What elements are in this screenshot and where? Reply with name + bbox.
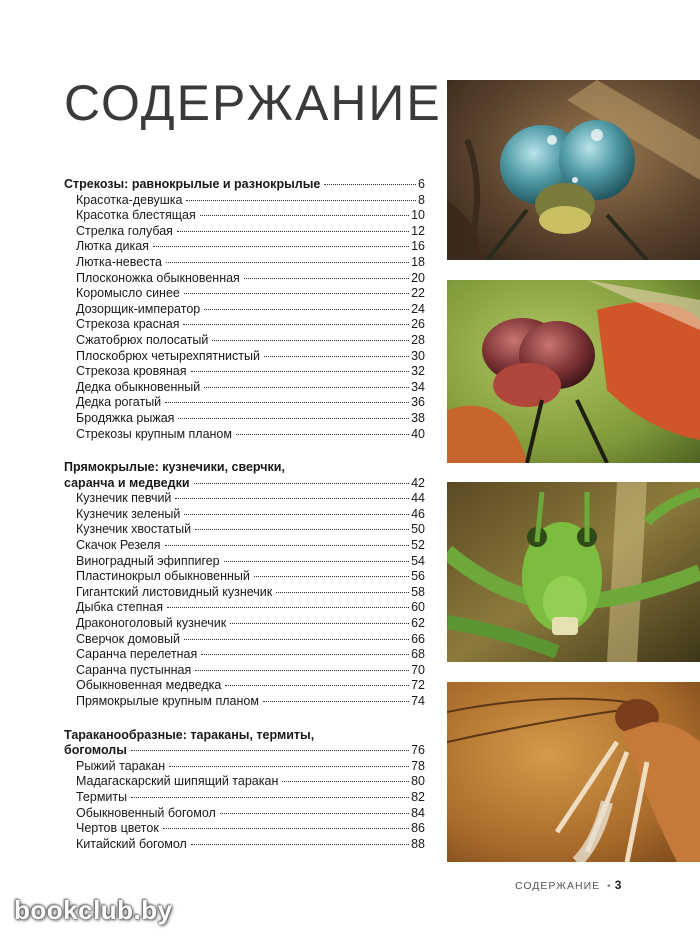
dot-leader bbox=[169, 766, 409, 767]
toc-section-title[interactable] bbox=[64, 177, 425, 193]
toc-entry-row bbox=[76, 647, 425, 663]
dot-leader bbox=[186, 200, 416, 201]
toc-entry[interactable] bbox=[64, 302, 425, 318]
toc-entry[interactable] bbox=[64, 554, 425, 570]
toc-entry-row bbox=[76, 632, 425, 648]
toc-page-number: 30 bbox=[411, 348, 425, 363]
toc-entry-row bbox=[76, 759, 425, 775]
toc-page-number: 78 bbox=[411, 758, 425, 773]
toc-entry[interactable] bbox=[64, 317, 425, 333]
toc-entry-label: Мадагаскарский шипящий таракан bbox=[76, 774, 279, 789]
toc-entry-label: Скачок Резеля bbox=[76, 538, 161, 553]
toc-entry-label: Саранча перелетная bbox=[76, 647, 198, 662]
toc-page-number: 40 bbox=[411, 426, 425, 441]
toc-page-number: 38 bbox=[411, 410, 425, 425]
toc-entry-label: Виноградный эфиппигер bbox=[76, 553, 220, 568]
toc-entry[interactable] bbox=[64, 333, 425, 349]
toc-entry-label: Лютка-невеста bbox=[76, 254, 162, 269]
dot-leader bbox=[225, 685, 409, 686]
toc-entry-label: Бродяжка рыжая bbox=[76, 410, 175, 425]
toc-page-number: 32 bbox=[411, 364, 425, 379]
toc-page-number: 58 bbox=[411, 584, 425, 599]
dot-leader bbox=[184, 639, 409, 640]
toc-entry[interactable] bbox=[64, 774, 425, 790]
toc-entry[interactable] bbox=[64, 411, 425, 427]
dot-leader bbox=[183, 324, 409, 325]
dot-leader bbox=[200, 215, 409, 216]
footer-bullet: • bbox=[607, 880, 612, 892]
toc-entry-row bbox=[76, 395, 425, 411]
toc-entry-row bbox=[76, 239, 425, 255]
toc-entry[interactable] bbox=[64, 239, 425, 255]
toc-page-number: 52 bbox=[411, 538, 425, 553]
dot-leader bbox=[276, 592, 409, 593]
page-title: СОДЕРЖАНИЕ bbox=[64, 75, 442, 131]
toc-entry-label: Стрекоза красная bbox=[76, 317, 180, 332]
toc-entry-row bbox=[76, 380, 425, 396]
toc-entry[interactable] bbox=[64, 585, 425, 601]
toc-page-number: 28 bbox=[411, 332, 425, 347]
toc-entry-row bbox=[76, 364, 425, 380]
dot-leader bbox=[167, 607, 409, 608]
toc-page-number: 50 bbox=[411, 522, 425, 537]
toc-entry-row bbox=[76, 694, 425, 710]
toc-entry-row bbox=[76, 522, 425, 538]
toc-section-title[interactable] bbox=[64, 460, 425, 491]
toc-entry-row bbox=[76, 349, 425, 365]
toc-section bbox=[64, 460, 425, 710]
toc-entry[interactable] bbox=[64, 616, 425, 632]
toc-page-number: 22 bbox=[411, 286, 425, 301]
toc-entry-label: Красотка блестящая bbox=[76, 208, 196, 223]
toc-entry[interactable] bbox=[64, 286, 425, 302]
dot-leader bbox=[195, 529, 409, 530]
dot-leader bbox=[254, 576, 409, 577]
toc-page-number: 56 bbox=[411, 569, 425, 584]
toc-entry-row bbox=[76, 790, 425, 806]
dot-leader bbox=[212, 340, 409, 341]
toc-page-number: 42 bbox=[411, 475, 425, 490]
toc-entry-label: Дедка рогатый bbox=[76, 395, 162, 410]
toc-entry-label: Сжатобрюх полосатый bbox=[76, 332, 209, 347]
toc-entry-label: Коромысло синее bbox=[76, 286, 180, 301]
toc-entry-label: Обыкновенный богомол bbox=[76, 805, 216, 820]
toc-entry[interactable] bbox=[64, 759, 425, 775]
dot-leader bbox=[153, 246, 409, 247]
dot-leader bbox=[131, 797, 409, 798]
toc-entry-label: Дедка обыкновенный bbox=[76, 379, 201, 394]
toc-entry-row bbox=[76, 678, 425, 694]
toc-entry[interactable] bbox=[64, 427, 425, 443]
toc-entry[interactable] bbox=[64, 569, 425, 585]
toc-page-number: 20 bbox=[411, 270, 425, 285]
toc-entry-row bbox=[76, 302, 425, 318]
toc-section bbox=[64, 728, 425, 853]
dot-leader bbox=[236, 434, 409, 435]
toc-entry-row bbox=[76, 538, 425, 554]
toc-entry-row bbox=[76, 208, 425, 224]
toc-entry-row bbox=[76, 317, 425, 333]
toc-entry-row bbox=[76, 663, 425, 679]
toc-entry-row bbox=[76, 806, 425, 822]
toc-entry[interactable] bbox=[64, 395, 425, 411]
watermark: bookclub.by bbox=[14, 895, 173, 925]
toc-page-number: 12 bbox=[411, 223, 425, 238]
toc-entry-row bbox=[76, 224, 425, 240]
toc-page-number: 60 bbox=[411, 600, 425, 615]
toc-page-number: 72 bbox=[411, 678, 425, 693]
toc-entry-label: Кузнечик певчий bbox=[76, 491, 172, 506]
dot-leader bbox=[324, 184, 416, 185]
toc-entry-row bbox=[76, 271, 425, 287]
toc-entry-row bbox=[76, 286, 425, 302]
toc-entry-row bbox=[76, 774, 425, 790]
toc-entry-label: Дыбка степная bbox=[76, 600, 163, 615]
toc-entry-row bbox=[76, 600, 425, 616]
toc-entry[interactable] bbox=[64, 538, 425, 554]
toc-page-number: 6 bbox=[418, 177, 425, 191]
toc-entry-row bbox=[76, 821, 425, 837]
dot-leader bbox=[201, 654, 409, 655]
toc-entry[interactable] bbox=[64, 806, 425, 822]
dot-leader bbox=[244, 278, 409, 279]
toc-entry-label: Драконоголовый кузнечик bbox=[76, 616, 227, 631]
toc-page-number: 46 bbox=[411, 506, 425, 521]
dot-leader bbox=[163, 828, 409, 829]
toc-entry[interactable] bbox=[64, 255, 425, 271]
toc-entry[interactable] bbox=[64, 380, 425, 396]
footer-label: СОДЕРЖАНИЕ bbox=[515, 880, 601, 892]
dot-leader bbox=[195, 670, 409, 671]
toc-entry-row bbox=[76, 569, 425, 585]
toc-entry-label: Термиты bbox=[76, 789, 128, 804]
toc-page-number: 70 bbox=[411, 662, 425, 677]
toc-entry-row bbox=[76, 616, 425, 632]
toc-section-title-line: саранча и медведки bbox=[64, 475, 190, 490]
toc-page-number: 88 bbox=[411, 836, 425, 851]
green-grasshopper-photo bbox=[447, 482, 700, 662]
toc-section-title-row bbox=[64, 476, 425, 492]
toc-entry-label: Кузнечик зеленый bbox=[76, 506, 181, 521]
dot-leader bbox=[194, 483, 410, 484]
toc-page-number: 74 bbox=[411, 694, 425, 708]
toc-entry-label: Красотка-девушка bbox=[76, 192, 183, 207]
dot-leader bbox=[184, 514, 409, 515]
toc-entry[interactable] bbox=[64, 632, 425, 648]
toc-entry-row bbox=[76, 554, 425, 570]
toc-entry-label: Плоскобрюх четырехпятнистый bbox=[76, 348, 260, 363]
dot-leader bbox=[184, 293, 409, 294]
page-footer bbox=[515, 878, 621, 892]
toc-page-number: 10 bbox=[411, 208, 425, 223]
toc-entry[interactable] bbox=[64, 663, 425, 679]
page-number: 3 bbox=[614, 878, 622, 892]
toc-section-title-line: богомолы bbox=[64, 743, 127, 758]
toc-entry[interactable] bbox=[64, 491, 425, 507]
red-dragonfly-photo bbox=[447, 280, 700, 463]
toc-entry-row bbox=[76, 333, 425, 349]
toc-entry-label: Прямокрылые крупным планом bbox=[76, 694, 259, 708]
dot-leader bbox=[220, 813, 409, 814]
dot-leader bbox=[177, 231, 409, 232]
toc-section-title-line: Стрекозы: равнокрылые и разнокрылые bbox=[64, 177, 321, 191]
toc-entry[interactable] bbox=[64, 600, 425, 616]
toc-entry[interactable] bbox=[64, 224, 425, 240]
toc-entry[interactable] bbox=[64, 271, 425, 287]
dragonfly-blue-eyes-photo bbox=[447, 80, 700, 260]
toc-page-number: 66 bbox=[411, 631, 425, 646]
toc-page-number: 86 bbox=[411, 821, 425, 836]
dot-leader bbox=[178, 418, 409, 419]
toc-section-title-line: Тараканообразные: тараканы, термиты, bbox=[64, 727, 315, 742]
dot-leader bbox=[165, 402, 409, 403]
toc-section bbox=[64, 177, 425, 442]
toc-entry-label: Плосконожка обыкновенная bbox=[76, 270, 240, 285]
cockroach-antennae-photo bbox=[447, 682, 700, 862]
dot-leader bbox=[191, 844, 409, 845]
toc-entry[interactable] bbox=[64, 349, 425, 365]
toc-entry[interactable] bbox=[64, 193, 425, 209]
toc-entry-row bbox=[76, 411, 425, 427]
toc-page-number: 18 bbox=[411, 254, 425, 269]
dot-leader bbox=[230, 623, 409, 624]
toc-entry-label: Дозорщик-император bbox=[76, 301, 201, 316]
toc-entry-label: Обыкновенная медведка bbox=[76, 678, 222, 693]
toc-page-number: 80 bbox=[411, 774, 425, 789]
toc-entry[interactable] bbox=[64, 647, 425, 663]
toc-section-title-line: Прямокрылые: кузнечики, сверчки, bbox=[64, 460, 285, 475]
dot-leader bbox=[204, 387, 409, 388]
toc-entry-label: Кузнечик хвостатый bbox=[76, 522, 192, 537]
toc-entry-row bbox=[76, 491, 425, 507]
toc-entry[interactable] bbox=[64, 522, 425, 538]
toc-section-title-row bbox=[64, 743, 425, 759]
toc-entry-label: Стрекоза кровяная bbox=[76, 364, 187, 379]
toc-entry[interactable] bbox=[64, 208, 425, 224]
toc-entry-label: Гигантский листовидный кузнечик bbox=[76, 584, 273, 599]
toc-entry-label: Стрекозы крупным планом bbox=[76, 426, 232, 441]
toc-page-number: 8 bbox=[418, 192, 425, 207]
toc-entry[interactable] bbox=[64, 694, 425, 710]
toc-entry-label: Сверчок домовый bbox=[76, 631, 180, 646]
dot-leader bbox=[204, 309, 409, 310]
dot-leader bbox=[264, 356, 409, 357]
toc-page-number: 82 bbox=[411, 789, 425, 804]
toc-entry-row bbox=[76, 255, 425, 271]
toc-page-number: 44 bbox=[411, 491, 425, 506]
toc-page-number: 84 bbox=[411, 805, 425, 820]
toc-section-title-row bbox=[64, 177, 425, 193]
toc-entry-row bbox=[76, 427, 425, 443]
toc-entry-row bbox=[76, 585, 425, 601]
toc-entry-label: Рыжий таракан bbox=[76, 758, 166, 773]
toc-entry-row bbox=[76, 193, 425, 209]
toc-page-number: 26 bbox=[411, 317, 425, 332]
toc-page-number: 16 bbox=[411, 239, 425, 254]
dot-leader bbox=[131, 750, 409, 751]
toc-entry[interactable] bbox=[64, 364, 425, 380]
toc-entry-label: Лютка дикая bbox=[76, 239, 149, 254]
toc-entry-row bbox=[76, 507, 425, 523]
toc-entry-label: Пластинокрыл обыкновенный bbox=[76, 569, 250, 584]
toc-entry-label: Стрелка голубая bbox=[76, 223, 173, 238]
toc-page-number: 68 bbox=[411, 647, 425, 662]
dot-leader bbox=[166, 262, 409, 263]
toc-page-number: 36 bbox=[411, 395, 425, 410]
toc-entry-label: Саранча пустынная bbox=[76, 662, 192, 677]
toc-entry-label: Чертов цветок bbox=[76, 821, 159, 836]
toc-page-number: 34 bbox=[411, 379, 425, 394]
toc-page-number: 24 bbox=[411, 301, 425, 316]
toc-page-number: 54 bbox=[411, 553, 425, 568]
toc-entry[interactable] bbox=[64, 821, 425, 837]
dot-leader bbox=[263, 701, 409, 702]
toc-page-number: 62 bbox=[411, 616, 425, 631]
toc-entry[interactable] bbox=[64, 507, 425, 523]
toc-entry[interactable] bbox=[64, 790, 425, 806]
dot-leader bbox=[191, 371, 410, 372]
toc-entry[interactable] bbox=[64, 837, 425, 853]
toc-entry-label: Китайский богомол bbox=[76, 836, 187, 851]
dot-leader bbox=[282, 781, 409, 782]
toc-page-number: 76 bbox=[411, 743, 425, 758]
toc-section-title[interactable] bbox=[64, 728, 425, 759]
dot-leader bbox=[175, 498, 409, 499]
toc-entry-row bbox=[76, 837, 425, 853]
dot-leader bbox=[224, 561, 409, 562]
toc-entry[interactable] bbox=[64, 678, 425, 694]
dot-leader bbox=[165, 545, 410, 546]
table-of-contents bbox=[64, 177, 425, 870]
